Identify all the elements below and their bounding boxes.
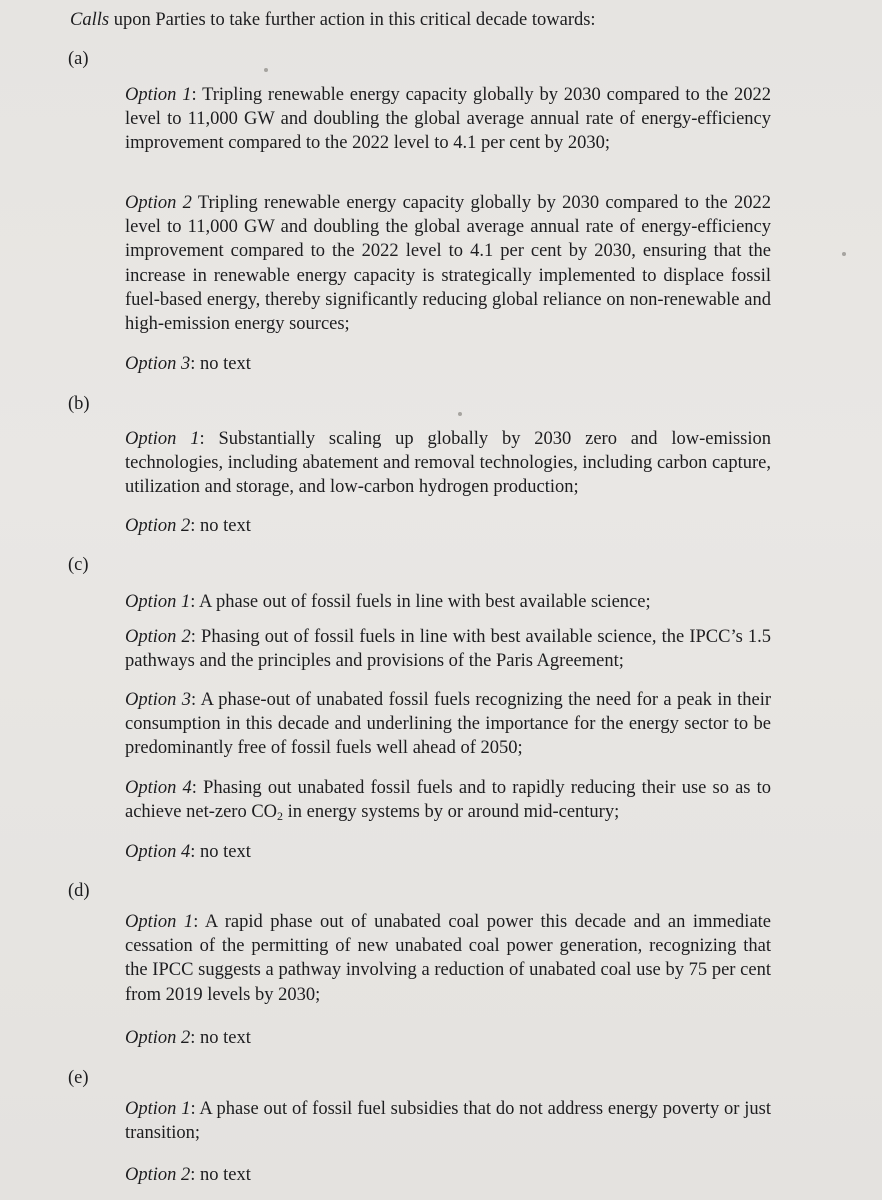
option-name: Option 2 (125, 516, 191, 536)
option-text: no text (200, 842, 251, 862)
option-text: A phase out of fossil fuels in line with best available science; (199, 592, 651, 612)
option-e-1 (125, 1097, 771, 1145)
option-b-1 (125, 427, 771, 500)
option-c-1 (125, 590, 771, 614)
option-name: Option 2 (125, 1028, 191, 1048)
option-text-before: Phasing out unabated fossil fuels and to rapidly reducing their use so as to achieve net-zero CO (125, 778, 772, 823)
option-name: Option 2 (125, 1165, 191, 1185)
option-sep: : (193, 912, 205, 932)
section-label-c: (c) (68, 555, 89, 575)
option-a-1 (125, 83, 771, 156)
option-text: no text (200, 516, 251, 536)
option-name: Option 2 (125, 193, 192, 213)
option-b-2 (125, 514, 771, 538)
option-sep: : (190, 842, 201, 862)
option-text: no text (200, 1028, 251, 1048)
option-text: no text (200, 354, 251, 374)
option-sep: : (190, 592, 200, 612)
option-name: Option 1 (125, 429, 200, 449)
option-text: Tripling renewable energy capacity globally by 2030 compared to the 2022 level to 11,000 GW and doubling the global average annual rate of energy-efficiency improvement compared to the 2022 level to 4.1 per cent by 2030, ensuring that the increase in renewable energy capacity is strategically implemented to displace fossil fuel-based energy, thereby significantly reducing global reliance on non-renewable and high-emission energy sources; (125, 193, 772, 335)
option-name: Option 1 (125, 592, 191, 612)
option-c-5 (125, 840, 771, 864)
intro-line (70, 8, 596, 32)
option-e-2 (125, 1163, 771, 1187)
section-label-a: (a) (68, 49, 89, 69)
option-c-2 (125, 625, 771, 673)
option-sep: : (190, 1165, 201, 1185)
option-sep: : (191, 690, 201, 710)
option-text: no text (200, 1165, 251, 1185)
option-d-1 (125, 910, 771, 1007)
option-a-3 (125, 352, 771, 376)
option-sep: : (190, 516, 201, 536)
option-text: A phase out of fossil fuel subsidies that do not address energy poverty or just transition; (125, 1099, 772, 1144)
option-sep: : (190, 1028, 201, 1048)
option-sep: : (190, 354, 201, 374)
paper-speck (842, 252, 846, 256)
option-name: Option 1 (125, 912, 194, 932)
option-name: Option 1 (125, 1099, 191, 1119)
option-text-after: in energy systems by or around mid-century; (283, 802, 620, 823)
section-label-d: (d) (68, 881, 90, 901)
paper-speck (458, 412, 462, 416)
option-sep: : (191, 778, 204, 798)
option-text: Substantially scaling up globally by 2030 zero and low-emission technologies, including abatement and removal technologies, including carbon capture, utilization and storage, and low-carbon hydrogen production; (125, 429, 772, 498)
option-sep: : (190, 627, 202, 647)
option-name: Option 3 (125, 690, 192, 710)
option-text: A rapid phase out of unabated coal power this decade and an immediate cessation of the permitting of new unabated coal power generation, recognizing that the IPCC suggests a pathway involving a reduction of unabated coal use by 75 per cent from 2019 levels by 2030; (125, 912, 772, 1005)
option-name: Option 2 (125, 627, 191, 647)
option-c-3 (125, 688, 771, 761)
option-c-4 (125, 776, 771, 824)
option-sep: : (190, 1099, 200, 1119)
option-text: Phasing out of fossil fuels in line with best available science, the IPCC’s 1.5 pathways and the principles and provisions of the Paris Agreement; (125, 627, 772, 672)
intro-lead: Calls (70, 10, 110, 30)
option-a-2 (125, 191, 771, 336)
option-sep: : (191, 85, 203, 105)
section-label-b: (b) (68, 394, 90, 414)
option-name: Option 4 (125, 778, 192, 798)
option-d-2 (125, 1026, 771, 1050)
option-name: Option 4 (125, 842, 191, 862)
subscript-two: 2 (277, 809, 284, 824)
option-name: Option 3 (125, 354, 191, 374)
option-text: A phase-out of unabated fossil fuels recognizing the need for a peak in their consumption in this decade and underlining the importance for the energy sector to be predominantly free of fossil fuels well ahead of 2050; (125, 690, 772, 759)
paper-speck (264, 68, 268, 72)
option-text: Tripling renewable energy capacity globally by 2030 compared to the 2022 level to 11,000 GW and doubling the global average annual rate of energy-efficiency improvement compared to the 2022 level to 4.1 per cent by 2030; (125, 85, 772, 154)
option-name: Option 1 (125, 85, 192, 105)
section-label-e: (e) (68, 1068, 89, 1088)
intro-rest: upon Parties to take further action in this critical decade towards: (109, 10, 596, 30)
option-sep: : (199, 429, 219, 449)
